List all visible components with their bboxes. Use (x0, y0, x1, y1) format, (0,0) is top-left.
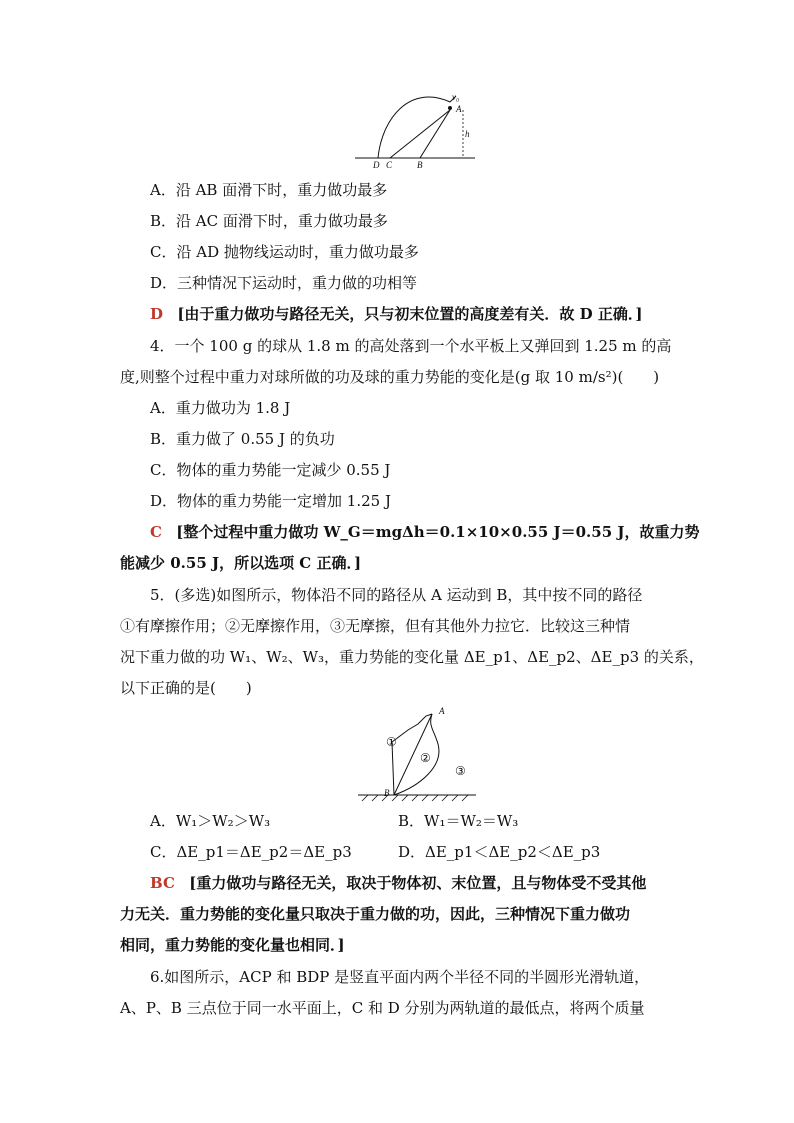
figure-trajectory (350, 88, 480, 170)
q5-option-d: D．ΔE_p1＜ΔE_p2＜ΔE_p3 (398, 843, 601, 861)
q5-stem-line4: 以下正确的是( ) (120, 679, 252, 697)
q5-answer (150, 873, 646, 893)
q5-answer-letter: BC (150, 874, 175, 892)
q3-answer (150, 304, 642, 324)
q4-answer-letter: C (150, 523, 162, 541)
q4-answer (150, 522, 699, 542)
q6-stem-line1: 6.如图所示，ACP 和 BDP 是竖直平面内两个半径不同的半圆形光滑轨道， (150, 968, 650, 986)
q5-answer-line1: [重力做功与路径无关，取决于物体初、末位置，且与物体受不受其他 (189, 874, 647, 892)
q4-option-d: D．物体的重力势能一定增加 1.25 J (150, 492, 391, 510)
q5-stem-line3: 况下重力做的功 W₁、W₂、W₃，重力势能的变化量 ΔE_p1、ΔE_p2、ΔE_p3 的关系， (120, 648, 704, 666)
label-v0: v₀ (452, 92, 460, 102)
label-h: h (465, 129, 470, 139)
path-1-label: ① (386, 735, 397, 749)
q5-option-c: C．ΔE_p1＝ΔE_p2＝ΔE_p3 (150, 843, 352, 861)
q3-option-b: B．沿 AC 面滑下时，重力做功最多 (150, 212, 388, 230)
q3-answer-letter: D (150, 305, 164, 323)
label-C: C (386, 160, 393, 170)
q4-stem-line2: 度,则整个过程中重力对球所做的功及球的重力势能的变化是(g 取 10 m/s²)( ) (120, 368, 660, 386)
path-2-label: ② (420, 751, 431, 765)
label-B: B (417, 160, 423, 170)
label-A: A (439, 706, 445, 716)
q6-stem-line2: A、P、B 三点位于同一水平面上，C 和 D 分别为两轨道的最低点，将两个质量 (120, 999, 645, 1017)
q4-option-c: C．物体的重力势能一定减少 0.55 J (150, 461, 391, 479)
q4-answer-line1: [整个过程中重力做功 W_G＝mgΔh＝0.1×10×0.55 J＝0.55 J，故重力势 (176, 523, 700, 541)
q4-option-b: B．重力做了 0.55 J 的负功 (150, 430, 335, 448)
q5-stem-line1: 5．(多选)如图所示，物体沿不同的路径从 A 运动到 B，其中按不同的路径 (150, 586, 643, 604)
q5-option-b: B．W₁＝W₂＝W₃ (398, 812, 519, 830)
q5-answer-line2: 力无关．重力势能的变化量只取决于重力做的功，因此，三种情况下重力做功 (120, 905, 631, 923)
q3-option-d: D．三种情况下运动时，重力做的功相等 (150, 274, 418, 292)
q5-stem-line2: ①有摩擦作用；②无摩擦作用，③无摩擦，但有其他外力拉它．比较这三种情 (120, 617, 631, 635)
q3-option-a: A．沿 AB 面滑下时，重力做功最多 (150, 181, 388, 199)
q3-answer-explanation: [由于重力做功与路径无关，只与初末位置的高度差有关．故 D 正确．] (177, 305, 643, 323)
path-3-label: ③ (455, 764, 466, 778)
q5-answer-line3: 相同，重力势能的变化量也相同．] (120, 936, 345, 954)
label-D: D (373, 160, 380, 170)
label-A: A (456, 104, 462, 114)
q4-answer-line2: 能减少 0.55 J，所以选项 C 正确．] (120, 554, 362, 572)
q5-option-a: A．W₁＞W₂＞W₃ (150, 812, 271, 830)
q4-stem-line1: 4．一个 100 g 的球从 1.8 m 的高处落到一个水平板上又弹回到 1.25 m 的高 (150, 337, 672, 355)
label-B: B (384, 788, 390, 798)
q4-option-a: A．重力做功为 1.8 J (150, 399, 291, 417)
q3-option-c: C．沿 AD 抛物线运动时，重力做功最多 (150, 243, 419, 261)
figure-paths (352, 702, 482, 802)
